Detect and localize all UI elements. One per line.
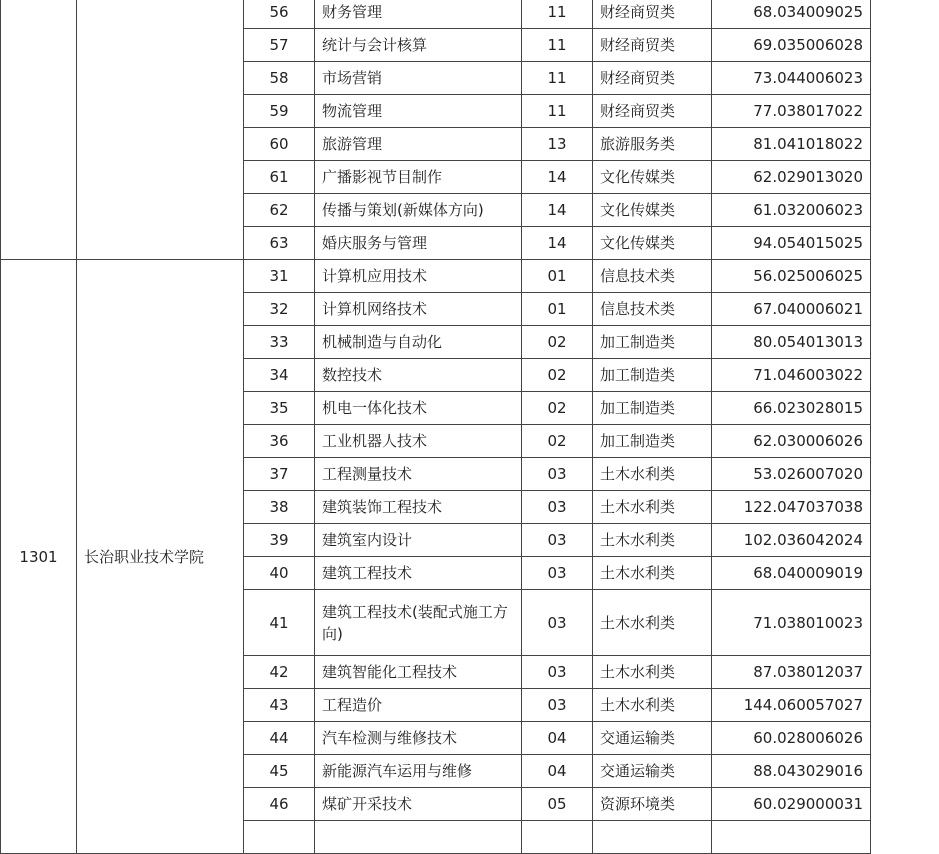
major-number-cell bbox=[244, 821, 315, 854]
category-code-cell: 04 bbox=[522, 722, 593, 755]
category-code-cell: 04 bbox=[522, 755, 593, 788]
category-code-cell: 03 bbox=[522, 458, 593, 491]
score-cell: 66.023028015 bbox=[712, 392, 871, 425]
major-name-cell: 工程测量技术 bbox=[315, 458, 522, 491]
major-name-cell: 新能源汽车运用与维修 bbox=[315, 755, 522, 788]
table-row bbox=[1, 260, 871, 293]
major-number-cell: 43 bbox=[244, 689, 315, 722]
score-cell: 88.043029016 bbox=[712, 755, 871, 788]
major-number-cell: 62 bbox=[244, 194, 315, 227]
major-number-cell: 41 bbox=[244, 590, 315, 656]
score-cell: 94.054015025 bbox=[712, 227, 871, 260]
category-name-cell: 土木水利类 bbox=[593, 557, 712, 590]
major-name-cell: 广播影视节目制作 bbox=[315, 161, 522, 194]
major-number-cell: 46 bbox=[244, 788, 315, 821]
score-cell: 68.034009025 bbox=[712, 0, 871, 29]
category-name-cell: 文化传媒类 bbox=[593, 161, 712, 194]
school-code-cell: 1301 bbox=[1, 260, 77, 854]
category-code-cell: 11 bbox=[522, 95, 593, 128]
major-name-cell: 建筑工程技术 bbox=[315, 557, 522, 590]
score-cell: 77.038017022 bbox=[712, 95, 871, 128]
category-code-cell: 01 bbox=[522, 293, 593, 326]
score-cell: 87.038012037 bbox=[712, 656, 871, 689]
school-code-cell bbox=[1, 0, 77, 260]
score-cell: 71.038010023 bbox=[712, 590, 871, 656]
major-name-cell: 煤矿开采技术 bbox=[315, 788, 522, 821]
major-name-cell: 传播与策划(新媒体方向) bbox=[315, 194, 522, 227]
category-name-cell: 加工制造类 bbox=[593, 326, 712, 359]
category-name-cell: 财经商贸类 bbox=[593, 62, 712, 95]
category-name-cell: 土木水利类 bbox=[593, 590, 712, 656]
score-cell: 53.026007020 bbox=[712, 458, 871, 491]
category-name-cell: 加工制造类 bbox=[593, 425, 712, 458]
category-name-cell bbox=[593, 821, 712, 854]
category-name-cell: 文化传媒类 bbox=[593, 194, 712, 227]
score-cell: 80.054013013 bbox=[712, 326, 871, 359]
category-code-cell: 14 bbox=[522, 227, 593, 260]
major-number-cell: 31 bbox=[244, 260, 315, 293]
major-number-cell: 34 bbox=[244, 359, 315, 392]
school-name-cell: 长治职业技术学院 bbox=[77, 260, 244, 854]
score-cell: 144.060057027 bbox=[712, 689, 871, 722]
category-code-cell: 03 bbox=[522, 590, 593, 656]
major-number-cell: 56 bbox=[244, 0, 315, 29]
major-number-cell: 45 bbox=[244, 755, 315, 788]
major-name-cell: 工业机器人技术 bbox=[315, 425, 522, 458]
score-cell: 67.040006021 bbox=[712, 293, 871, 326]
category-name-cell: 交通运输类 bbox=[593, 722, 712, 755]
major-number-cell: 63 bbox=[244, 227, 315, 260]
major-name-cell: 机电一体化技术 bbox=[315, 392, 522, 425]
table-body bbox=[1, 0, 871, 854]
score-cell: 71.046003022 bbox=[712, 359, 871, 392]
major-number-cell: 61 bbox=[244, 161, 315, 194]
category-name-cell: 土木水利类 bbox=[593, 458, 712, 491]
category-code-cell: 02 bbox=[522, 425, 593, 458]
major-name-cell: 建筑工程技术(装配式施工方向) bbox=[315, 590, 522, 656]
score-cell: 73.044006023 bbox=[712, 62, 871, 95]
category-name-cell: 信息技术类 bbox=[593, 293, 712, 326]
major-name-cell: 建筑室内设计 bbox=[315, 524, 522, 557]
major-number-cell: 38 bbox=[244, 491, 315, 524]
category-code-cell: 03 bbox=[522, 491, 593, 524]
major-number-cell: 36 bbox=[244, 425, 315, 458]
major-name-cell: 物流管理 bbox=[315, 95, 522, 128]
score-cell: 69.035006028 bbox=[712, 29, 871, 62]
major-name-cell: 统计与会计核算 bbox=[315, 29, 522, 62]
category-code-cell: 05 bbox=[522, 788, 593, 821]
category-code-cell: 11 bbox=[522, 29, 593, 62]
score-cell: 62.029013020 bbox=[712, 161, 871, 194]
category-name-cell: 土木水利类 bbox=[593, 524, 712, 557]
category-code-cell bbox=[522, 821, 593, 854]
category-name-cell: 土木水利类 bbox=[593, 656, 712, 689]
score-cell: 60.028006026 bbox=[712, 722, 871, 755]
category-name-cell: 土木水利类 bbox=[593, 689, 712, 722]
category-code-cell: 02 bbox=[522, 359, 593, 392]
category-name-cell: 财经商贸类 bbox=[593, 95, 712, 128]
major-number-cell: 37 bbox=[244, 458, 315, 491]
major-number-cell: 35 bbox=[244, 392, 315, 425]
major-name-cell: 婚庆服务与管理 bbox=[315, 227, 522, 260]
category-name-cell: 旅游服务类 bbox=[593, 128, 712, 161]
major-name-cell: 计算机应用技术 bbox=[315, 260, 522, 293]
category-code-cell: 02 bbox=[522, 326, 593, 359]
category-name-cell: 财经商贸类 bbox=[593, 0, 712, 29]
category-name-cell: 土木水利类 bbox=[593, 491, 712, 524]
school-name-cell bbox=[77, 0, 244, 260]
major-name-cell: 财务管理 bbox=[315, 0, 522, 29]
major-number-cell: 42 bbox=[244, 656, 315, 689]
major-name-cell: 旅游管理 bbox=[315, 128, 522, 161]
score-cell bbox=[712, 821, 871, 854]
score-cell: 60.029000031 bbox=[712, 788, 871, 821]
score-cell: 68.040009019 bbox=[712, 557, 871, 590]
score-cell: 122.047037038 bbox=[712, 491, 871, 524]
major-number-cell: 60 bbox=[244, 128, 315, 161]
score-cell: 81.041018022 bbox=[712, 128, 871, 161]
major-name-cell: 汽车检测与维修技术 bbox=[315, 722, 522, 755]
major-name-cell: 机械制造与自动化 bbox=[315, 326, 522, 359]
major-name-cell: 数控技术 bbox=[315, 359, 522, 392]
major-number-cell: 39 bbox=[244, 524, 315, 557]
category-code-cell: 03 bbox=[522, 557, 593, 590]
category-code-cell: 11 bbox=[522, 62, 593, 95]
major-name-cell: 建筑装饰工程技术 bbox=[315, 491, 522, 524]
major-number-cell: 44 bbox=[244, 722, 315, 755]
table-row bbox=[1, 0, 871, 29]
category-name-cell: 加工制造类 bbox=[593, 359, 712, 392]
major-name-cell: 计算机网络技术 bbox=[315, 293, 522, 326]
category-name-cell: 信息技术类 bbox=[593, 260, 712, 293]
category-name-cell: 财经商贸类 bbox=[593, 29, 712, 62]
score-cell: 102.036042024 bbox=[712, 524, 871, 557]
major-number-cell: 40 bbox=[244, 557, 315, 590]
major-name-cell: 市场营销 bbox=[315, 62, 522, 95]
category-code-cell: 03 bbox=[522, 689, 593, 722]
category-name-cell: 交通运输类 bbox=[593, 755, 712, 788]
category-code-cell: 03 bbox=[522, 656, 593, 689]
major-number-cell: 32 bbox=[244, 293, 315, 326]
category-code-cell: 01 bbox=[522, 260, 593, 293]
category-code-cell: 14 bbox=[522, 194, 593, 227]
category-name-cell: 文化传媒类 bbox=[593, 227, 712, 260]
major-number-cell: 58 bbox=[244, 62, 315, 95]
major-number-cell: 59 bbox=[244, 95, 315, 128]
category-code-cell: 03 bbox=[522, 524, 593, 557]
category-code-cell: 02 bbox=[522, 392, 593, 425]
score-cell: 62.030006026 bbox=[712, 425, 871, 458]
score-cell: 61.032006023 bbox=[712, 194, 871, 227]
score-cell: 56.025006025 bbox=[712, 260, 871, 293]
category-code-cell: 13 bbox=[522, 128, 593, 161]
category-name-cell: 资源环境类 bbox=[593, 788, 712, 821]
major-name-cell: 建筑智能化工程技术 bbox=[315, 656, 522, 689]
category-code-cell: 11 bbox=[522, 0, 593, 29]
major-number-cell: 33 bbox=[244, 326, 315, 359]
major-name-cell: 工程造价 bbox=[315, 689, 522, 722]
category-code-cell: 14 bbox=[522, 161, 593, 194]
major-number-cell: 57 bbox=[244, 29, 315, 62]
major-name-cell bbox=[315, 821, 522, 854]
category-name-cell: 加工制造类 bbox=[593, 392, 712, 425]
